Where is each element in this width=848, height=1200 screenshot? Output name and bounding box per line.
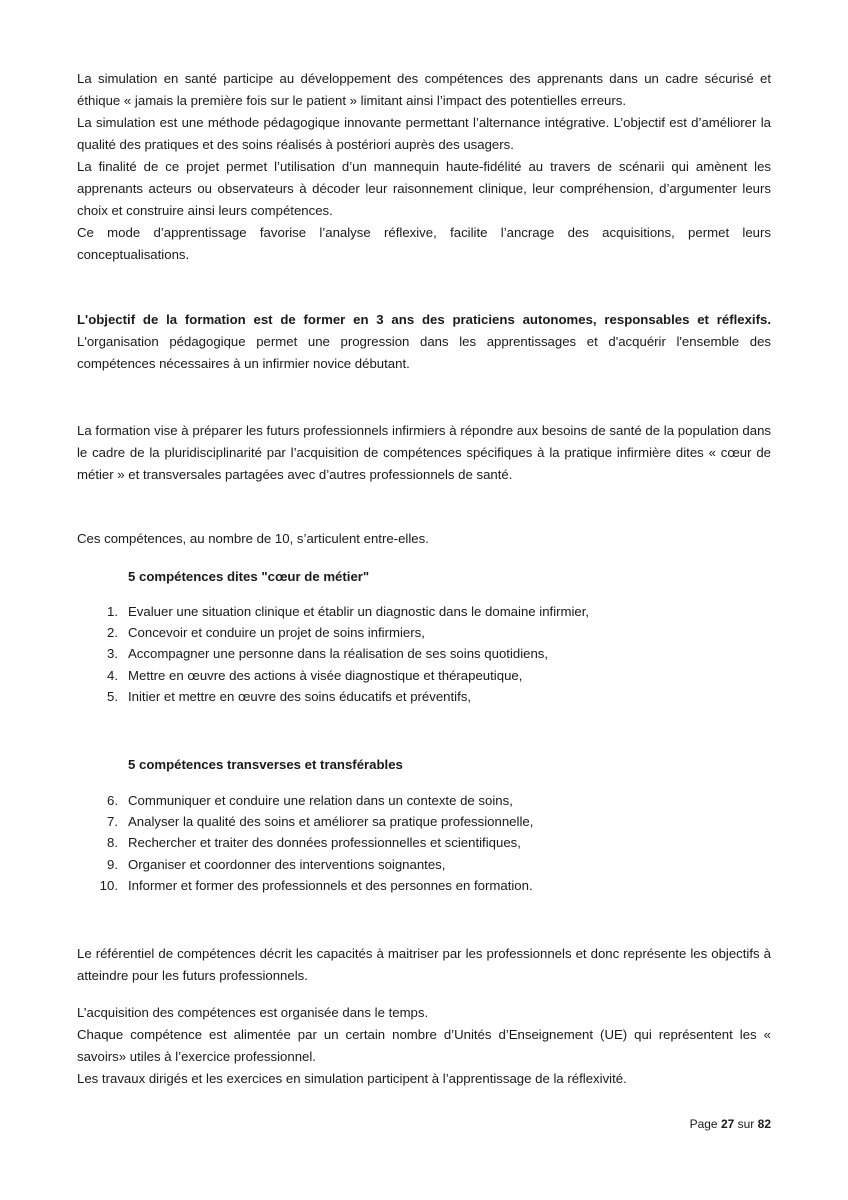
list-item-number: 5. <box>107 688 118 704</box>
acquisition-paragraph-1: L’acquisition des compétences est organisée dans le temps. <box>77 1005 429 1020</box>
list-item-text: Communiquer et conduire une relation dans un contexte de soins, <box>128 793 513 808</box>
competences-intro-section <box>77 528 771 550</box>
list-item <box>77 622 771 643</box>
page-number <box>690 1114 771 1134</box>
list-item-text: Concevoir et conduire un projet de soins infirmiers, <box>128 625 425 641</box>
list-item-text: Informer et former des professionnels et des personnes en formation. <box>128 877 533 893</box>
transverse-competences-list <box>77 790 771 896</box>
objective-section <box>77 309 771 375</box>
list-item-text: Evaluer une situation clinique et établir un diagnostic dans le domaine infirmier, <box>128 604 590 619</box>
formation-section <box>77 420 771 486</box>
competences-intro: Ces compétences, au nombre de 10, s’articulent entre-elles. <box>77 531 429 546</box>
list-item-number: 8. <box>107 835 118 851</box>
list-item <box>77 854 771 875</box>
page-number-total: 82 <box>757 1117 771 1131</box>
list-item <box>77 790 771 811</box>
list-item <box>77 686 771 707</box>
intro-paragraph-4: Ce mode d’apprentissage favorise l’analyse réflexive, facilite l’ancrage des acquisitions, permet leurs conceptualisations. <box>77 225 771 262</box>
objective-paragraph <box>77 309 771 375</box>
list-item-number: 3. <box>107 646 118 662</box>
list-item <box>77 832 771 853</box>
intro-paragraph-2: La simulation est une méthode pédagogique innovante permettant l’alternance intégrative. L’objectif est d’améliorer la qualité des pratiques et des soins réalisés à postériori auprès des usagers. <box>77 115 771 152</box>
list-item-number: 7. <box>107 814 118 830</box>
intro-section <box>77 68 771 266</box>
list-item-text: Accompagner une personne dans la réalisation de ses soins quotidiens, <box>128 646 549 662</box>
list-item-text: Initier et mettre en œuvre des soins éducatifs et préventifs, <box>128 688 472 704</box>
acquisition-paragraph-2: Chaque compétence est alimentée par un certain nombre d’Unités d’Enseignement (UE) qui représentent les « savoirs» utiles à l’exercice professionnel. <box>77 1027 771 1064</box>
list-item <box>77 665 771 686</box>
list-item <box>77 875 771 896</box>
list-item <box>77 601 771 622</box>
page-number-prefix: Page <box>689 1117 721 1131</box>
acquisition-paragraph-3: Les travaux dirigés et les exercices en simulation participent à l’apprentissage de la réflexivité. <box>77 1071 627 1086</box>
page-number-middle: sur <box>734 1117 758 1131</box>
objective-text: L'organisation pédagogique permet une progression dans les apprentissages et d'acquérir l'ensemble des compétences nécessaires à un infirmier novice débutant. <box>77 334 771 371</box>
referentiel-paragraph: Le référentiel de compétences décrit les capacités à maitriser par les professionnels et donc représente les objectifs à atteindre pour les futurs professionnels. <box>77 946 771 983</box>
referentiel-section <box>77 943 771 987</box>
objective-bold-sentence: L'objectif de la formation est de former en 3 ans des praticiens autonomes, responsables et réflexifs. <box>77 312 771 327</box>
formation-paragraph: La formation vise à préparer les futurs professionnels infirmiers à répondre aux besoins de santé de la population dans le cadre de la pluridisciplinarité par l’acquisition de compétences spécifiques à la pratique infirmière dites « cœur de métier » et transversales partagées avec d’autres professionnels de santé. <box>77 423 771 482</box>
list-item <box>77 643 771 664</box>
list-item <box>77 811 771 832</box>
transverse-competences-heading: 5 compétences transverses et transférables <box>128 757 403 772</box>
intro-paragraph-3: La finalité de ce projet permet l’utilisation d’un mannequin haute-fidélité au travers de scénarii qui amènent les apprenants acteurs ou observateurs à décoder leur raisonnement clinique, leur compréhension, d’argumenter leurs choix et construire ainsi leurs compétences. <box>77 159 771 218</box>
list-item-number: 10. <box>99 877 118 893</box>
list-item-number: 9. <box>107 856 118 872</box>
list-item-number: 6. <box>107 793 118 808</box>
list-item-text: Analyser la qualité des soins et améliorer sa pratique professionnelle, <box>128 814 534 830</box>
page-number-current: 27 <box>720 1117 735 1131</box>
list-item-number: 1. <box>107 604 118 619</box>
list-item-text: Organiser et coordonner des interventions soignantes, <box>128 856 446 872</box>
acquisition-section <box>77 1002 771 1090</box>
list-item-number: 4. <box>107 667 118 683</box>
intro-paragraph-1: La simulation en santé participe au développement des compétences des apprenants dans un cadre sécurisé et éthique « jamais la première fois sur le patient » limitant ainsi l’impact des potentielles erreurs. <box>77 71 771 108</box>
core-competences-heading: 5 compétences dites "cœur de métier" <box>128 569 370 584</box>
list-item-number: 2. <box>107 625 118 641</box>
list-item-text: Mettre en œuvre des actions à visée diagnostique et thérapeutique, <box>128 667 523 683</box>
list-item-text: Rechercher et traiter des données professionnelles et scientifiques, <box>128 835 521 851</box>
core-competences-list <box>77 601 771 707</box>
